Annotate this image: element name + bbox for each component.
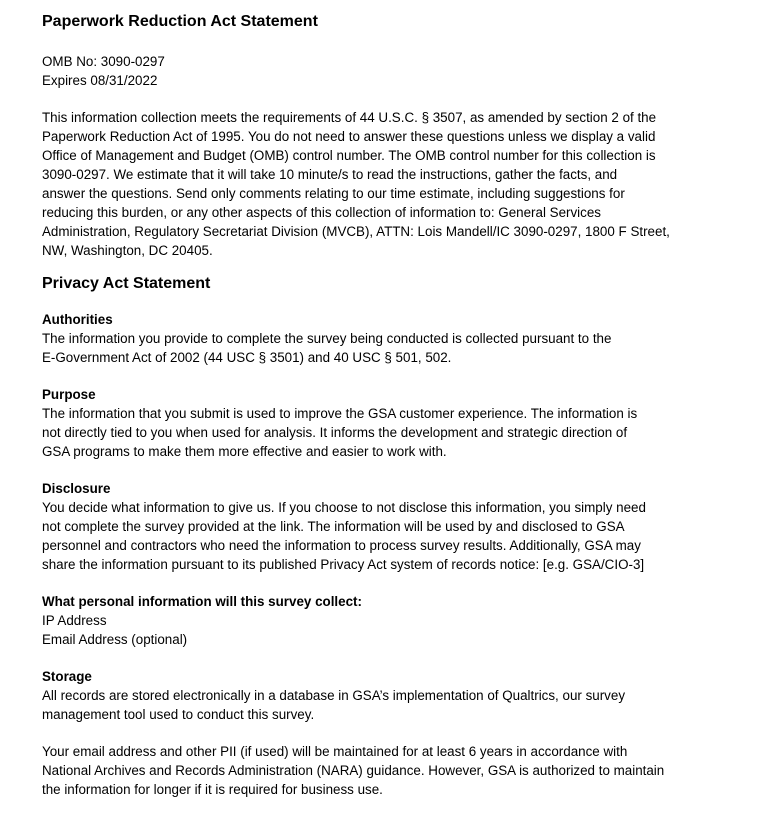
personal-info-list [42, 611, 737, 649]
retention-line: Your email address and other PII (if used) will be maintained for at least 6 years in accordance with [42, 744, 628, 759]
paperwork-line: Administration, Regulatory Secretariat Division (MVCB), ATTN: Lois Mandell/IC 3090-0297, 1800 F Street, [42, 224, 670, 239]
disclosure-line: not complete the survey provided at the link. The information will be used by and disclosed to GSA [42, 519, 625, 534]
storage-line: All records are stored electronically in a database in GSA’s implementation of Qualtrics, our survey [42, 688, 626, 703]
paperwork-line: reducing this burden, or any other aspects of this collection of information to: General Services [42, 205, 601, 220]
purpose-line: not directly tied to you when used for analysis. It informs the development and strategic direction of [42, 425, 628, 440]
disclosure-line: share the information pursuant to its published Privacy Act system of records notice: [e.g. GSA/CIO-3] [42, 557, 645, 572]
storage-line: management tool used to conduct this survey. [42, 707, 315, 722]
privacy-title: Privacy Act Statement [42, 275, 211, 292]
disclosure-heading: Disclosure [42, 481, 111, 496]
personal-info-item: Email Address (optional) [42, 632, 188, 647]
purpose-line: The information that you submit is used to improve the GSA customer experience. The information is [42, 406, 638, 421]
personal-info-heading: What personal information will this survey collect: [42, 594, 362, 609]
retention-line: the information for longer if it is required for business use. [42, 782, 383, 797]
purpose-heading: Purpose [42, 387, 96, 402]
paperwork-line: Paperwork Reduction Act of 1995. You do not need to answer these questions unless we display a valid [42, 129, 656, 144]
disclosure-body [42, 498, 737, 574]
purpose-line: GSA programs to make them more effective and easier to work with. [42, 444, 447, 459]
authorities-line: The information you provide to complete the survey being conducted is collected pursuant to the [42, 331, 612, 346]
paperwork-line: Office of Management and Budget (OMB) control number. The OMB control number for this collection is [42, 148, 656, 163]
paperwork-line: This information collection meets the requirements of 44 U.S.C. § 3507, as amended by section 2 of the [42, 110, 657, 125]
omb-number-text: OMB No: 3090-0297 [42, 54, 165, 69]
paperwork-title: Paperwork Reduction Act Statement [42, 13, 318, 30]
expiration-date: Expires 08/31/2022 [42, 73, 158, 88]
retention-line: National Archives and Records Administration (NARA) guidance. However, GSA is authorized to maintain [42, 763, 665, 778]
authorities-body [42, 329, 737, 367]
omb-number [42, 52, 737, 90]
paperwork-body [42, 108, 737, 260]
storage-body [42, 686, 737, 724]
storage-heading: Storage [42, 669, 92, 684]
disclosure-line: personnel and contractors who need the information to process survey results. Additionally, GSA may [42, 538, 641, 553]
authorities-line: E-Government Act of 2002 (44 USC § 3501) and 40 USC § 501, 502. [42, 350, 452, 365]
paperwork-line: answer the questions. Send only comments relating to our time estimate, including suggestions for [42, 186, 625, 201]
paperwork-line: NW, Washington, DC 20405. [42, 243, 213, 258]
disclosure-line: You decide what information to give us. If you choose to not disclose this information, you simply need [42, 500, 646, 515]
paperwork-line: 3090-0297. We estimate that it will take 10 minute/s to read the instructions, gather the facts, and [42, 167, 618, 182]
personal-info-item: IP Address [42, 613, 107, 628]
retention-body [42, 742, 737, 799]
purpose-body [42, 404, 737, 461]
authorities-heading: Authorities [42, 312, 113, 327]
